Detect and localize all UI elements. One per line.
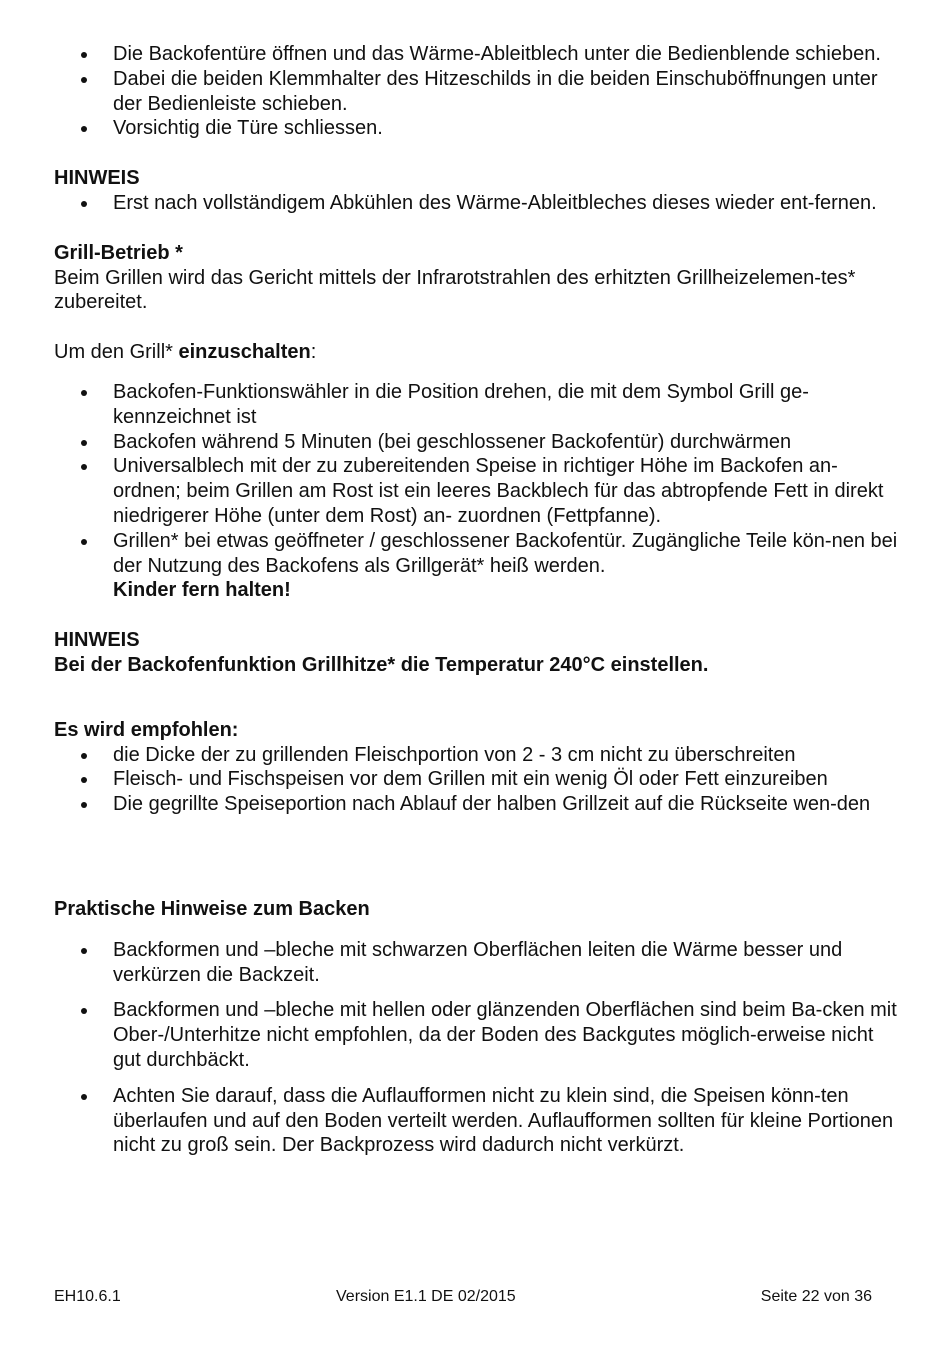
list-item: Backofen-Funktionswähler in die Position drehen, die mit dem Symbol Grill ge-kennzeichnet ist	[54, 380, 904, 430]
list-item: Fleisch- und Fischspeisen vor dem Grillen mit ein wenig Öl oder Fett einzureiben	[54, 767, 904, 792]
recommended-list	[54, 743, 904, 817]
bullet-icon	[81, 948, 87, 954]
hinweis-heading: HINWEIS	[54, 629, 140, 652]
list-item: Dabei die beiden Klemmhalter des Hitzeschilds in die beiden Einschuböffnungen unter der Bedienleiste schieben.	[54, 67, 904, 117]
bullet-icon	[81, 777, 87, 783]
grill-description: Beim Grillen wird das Gericht mittels der Infrarotstrahlen des erhitzten Grillheizelemen-tes* zubereitet.	[54, 266, 856, 314]
bullet-icon	[81, 126, 87, 132]
bullet-icon	[81, 464, 87, 470]
hinweis-list	[54, 191, 904, 216]
bullet-icon	[81, 539, 87, 545]
list-item: Die gegrillte Speiseportion nach Ablauf der halben Grillzeit auf die Rückseite wen-den	[54, 792, 904, 817]
intro-list	[54, 42, 904, 141]
list-item: Die Backofentüre öffnen und das Wärme-Ableitblech unter die Bedienblende schieben.	[54, 42, 904, 67]
bullet-icon	[81, 201, 87, 207]
bullet-icon	[81, 390, 87, 396]
recommended-heading: Es wird empfohlen:	[54, 718, 239, 741]
grill-switch-on-line: Um den Grill* einzuschalten:	[54, 341, 317, 364]
hinweis-temperature-text: Bei der Backofenfunktion Grillhitze* die Temperatur 240°C einstellen.	[54, 653, 709, 676]
list-item: die Dicke der zu grillenden Fleischportion von 2 - 3 cm nicht zu überschreiten	[54, 743, 904, 768]
bullet-icon	[81, 440, 87, 446]
baking-heading: Praktische Hinweise zum Backen	[54, 897, 370, 920]
footer-model: EH10.6.1	[54, 1288, 121, 1305]
baking-list	[54, 938, 904, 1158]
list-item: Erst nach vollständigem Abkühlen des Wärme-Ableitbleches dieses wieder ent-fernen.	[54, 191, 904, 216]
bullet-icon	[81, 753, 87, 759]
grill-heading: Grill-Betrieb *	[54, 241, 183, 264]
document-page	[54, 42, 904, 1169]
bullet-icon	[81, 802, 87, 808]
grill-steps-list	[54, 380, 904, 603]
warning-text: Kinder fern halten!	[113, 579, 291, 602]
bullet-icon	[81, 1094, 87, 1100]
list-item: Grillen* bei etwas geöffneter / geschlossener Backofentür. Zugängliche Teile kön-nen bei der Nutzung des Backofens als Grillgerät* heiß werden. Kinder fern halten!	[54, 529, 904, 603]
footer-page-number: Seite 22 von 36	[760, 1288, 872, 1305]
hinweis-heading: HINWEIS	[54, 167, 140, 190]
list-item: Achten Sie darauf, dass die Auflaufformen nicht zu klein sind, die Speisen könn-ten überlaufen und auf den Boden verteilt werden. Auflaufformen sollten für kleine Portionen nicht zu groß sein. Der Backprozess wird dadurch nicht verkürzt.	[54, 1084, 904, 1158]
bullet-icon	[81, 77, 87, 83]
page-footer	[54, 1287, 872, 1307]
list-item: Backformen und –bleche mit hellen oder glänzenden Oberflächen sind beim Ba-cken mit Ober-/Unterhitze nicht empfohlen, da der Boden des Backgutes möglich-erweise nicht gut durchbäckt.	[54, 998, 904, 1072]
list-item: Vorsichtig die Türe schliessen.	[54, 116, 904, 141]
bullet-icon	[81, 52, 87, 58]
list-item: Backformen und –bleche mit schwarzen Oberflächen leiten die Wärme besser und verkürzen die Backzeit.	[54, 938, 904, 988]
list-item: Backofen während 5 Minuten (bei geschlossener Backofentür) durchwärmen	[54, 430, 904, 455]
list-item: Universalblech mit der zu zubereitenden Speise in richtiger Höhe im Backofen an-ordnen; beim Grillen am Rost ist ein leeres Backblech für das abtropfende Fett in direkt niedrigerer Höhe (unter dem Rost) an- zuordnen (Fettpfanne).	[54, 454, 904, 528]
bullet-icon	[81, 1008, 87, 1014]
footer-version: Version E1.1 DE 02/2015	[336, 1288, 516, 1305]
